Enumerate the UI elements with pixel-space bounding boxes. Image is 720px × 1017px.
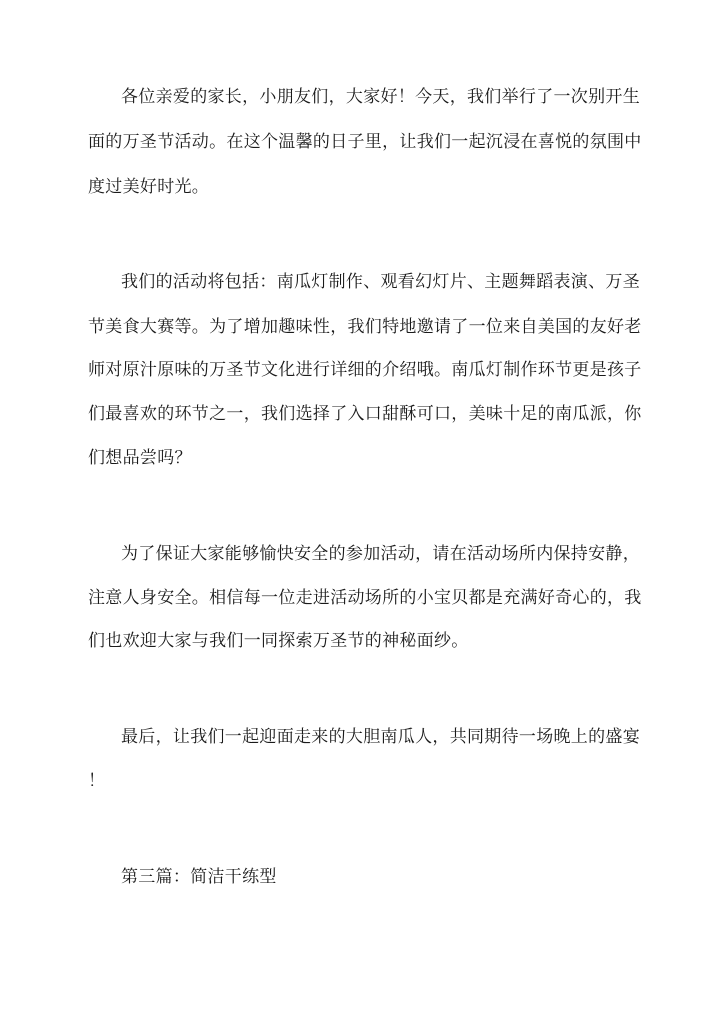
paragraph-2-line-5: 们想品尝吗？ [88, 448, 192, 468]
section-heading: 第三篇：简洁干练型 [121, 867, 277, 887]
paragraph-3-line-2: 注意人身安全。相信每一位走进活动场所的小宝贝都是充满好奇心的，我 [88, 588, 642, 608]
paragraph-2-line-1: 我们的活动将包括：南瓜灯制作、观看幻灯片、主题舞蹈表演、万圣 [121, 272, 640, 292]
paragraph-2-line-4: 们最喜欢的环节之一，我们选择了入口甜酥可口，美味十足的南瓜派，你 [88, 404, 642, 424]
paragraph-1-line-2: 面的万圣节活动。在这个温馨的日子里，让我们一起沉浸在喜悦的氛围中 [88, 132, 642, 152]
paragraph-3-line-3: 们也欢迎大家与我们一同探索万圣节的神秘面纱。 [88, 631, 469, 651]
paragraph-2-line-2: 节美食大赛等。为了增加趣味性，我们特地邀请了一位来自美国的友好老 [88, 317, 642, 337]
paragraph-3-line-1: 为了保证大家能够愉快安全的参加活动，请在活动场所内保持安静， [121, 544, 640, 564]
paragraph-1-line-1: 各位亲爱的家长，小朋友们，大家好！今天，我们举行了一次别开生 [121, 87, 640, 107]
paragraph-2-line-3: 师对原汁原味的万圣节文化进行详细的介绍哦。南瓜灯制作环节更是孩子 [88, 360, 642, 380]
paragraph-1-line-3: 度过美好时光。 [88, 177, 210, 197]
paragraph-4-line-2: ！ [88, 771, 106, 791]
paragraph-4-line-1: 最后，让我们一起迎面走来的大胆南瓜人，共同期待一场晚上的盛宴 [121, 727, 640, 747]
